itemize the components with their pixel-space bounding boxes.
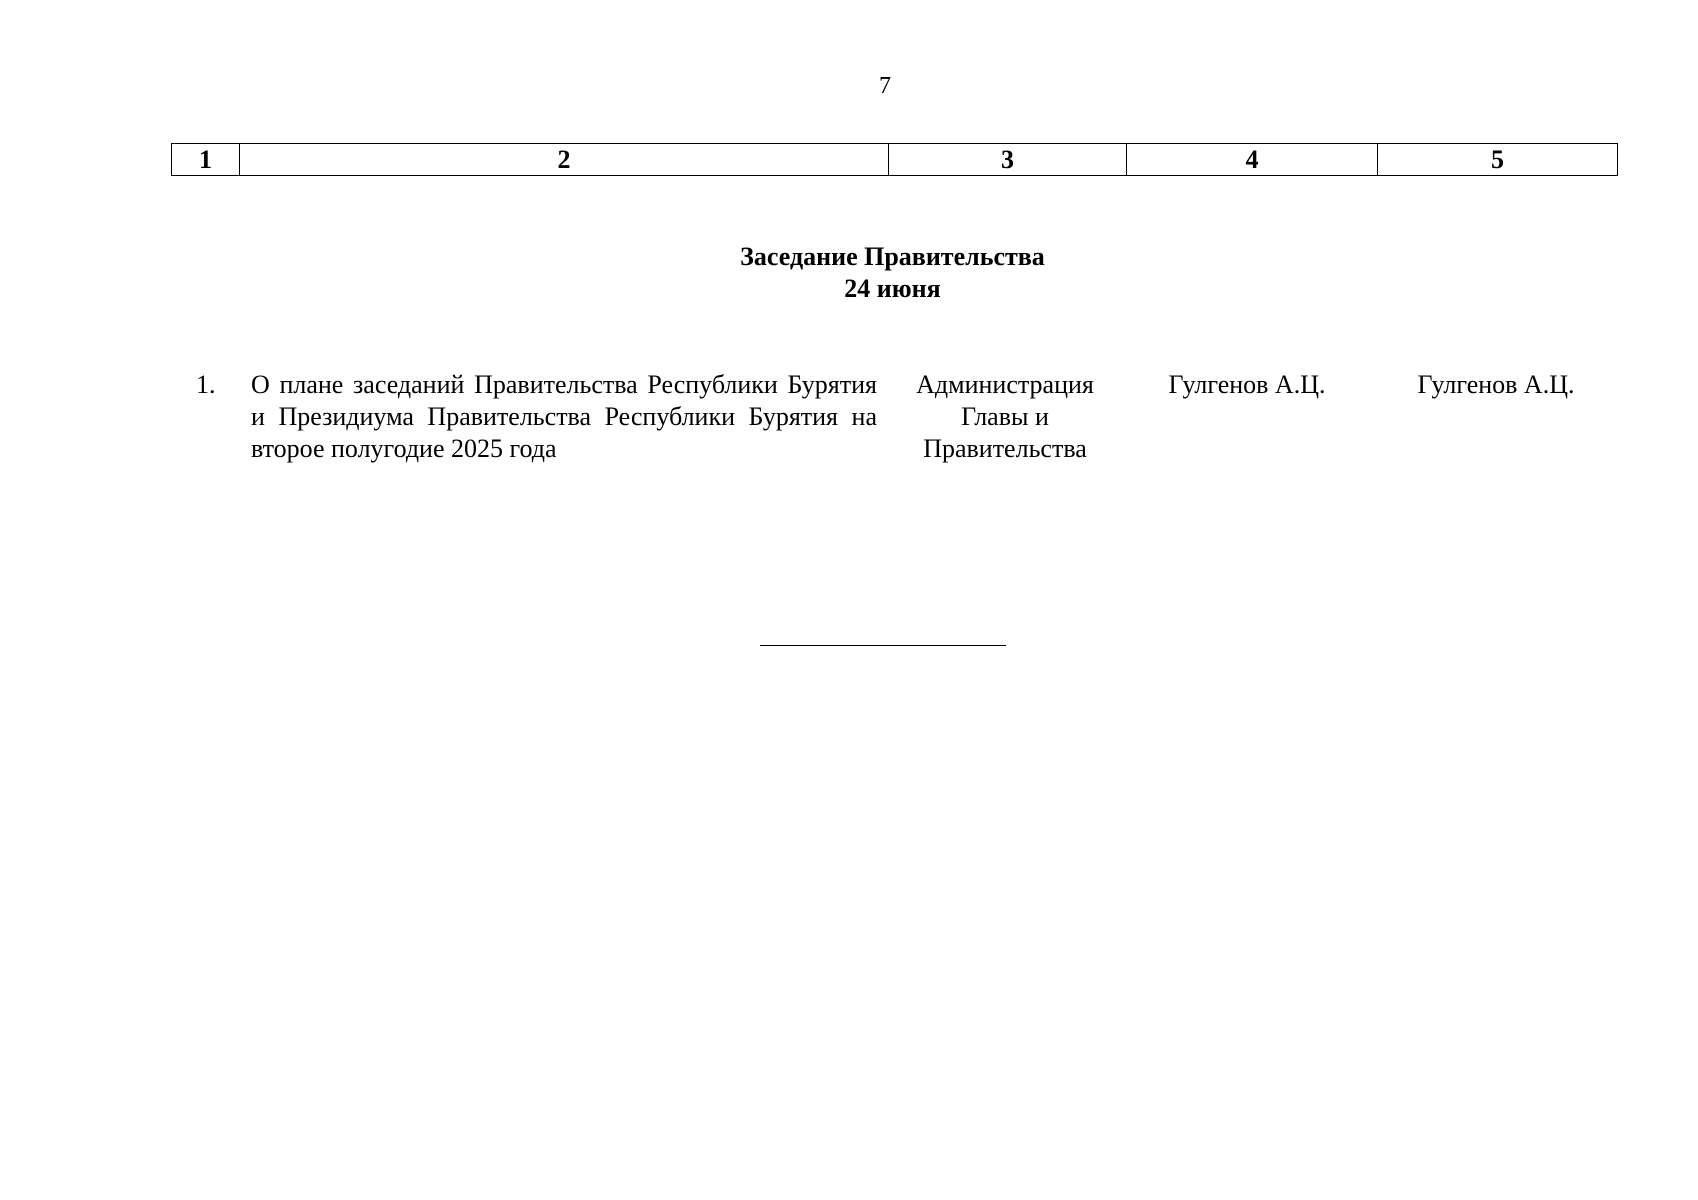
meeting-title: Заседание Правительства: [740, 242, 1045, 271]
column-number-1: 1: [172, 144, 240, 176]
column-number-4: 4: [1127, 144, 1378, 176]
column-number-row: [172, 144, 1618, 176]
meeting-heading: [680, 241, 1105, 305]
agenda-item-reporter: Гулгенов А.Ц.: [1417, 370, 1575, 399]
closing-divider: [760, 645, 1006, 646]
agenda-item-question: О плане заседаний Правительства Республики Бурятия и Президиума Правительства Республики Бурятия на второе полугодие 2025 года: [251, 370, 877, 463]
page-number: 7: [879, 73, 891, 99]
agenda-item-number: 1.: [196, 370, 216, 399]
agenda-item-responsible: [900, 369, 1110, 465]
responsible-line: Правительства: [923, 434, 1087, 463]
agenda-item-prepared-by: Гулгенов А.Ц.: [1168, 370, 1326, 399]
column-number-5: 5: [1378, 144, 1618, 176]
column-number-header: [171, 143, 1618, 176]
column-number-3: 3: [889, 144, 1127, 176]
column-number-2: 2: [240, 144, 889, 176]
meeting-date: 24 июня: [844, 274, 941, 303]
responsible-line: Администрация: [916, 370, 1094, 399]
responsible-line: Главы и: [961, 402, 1049, 431]
